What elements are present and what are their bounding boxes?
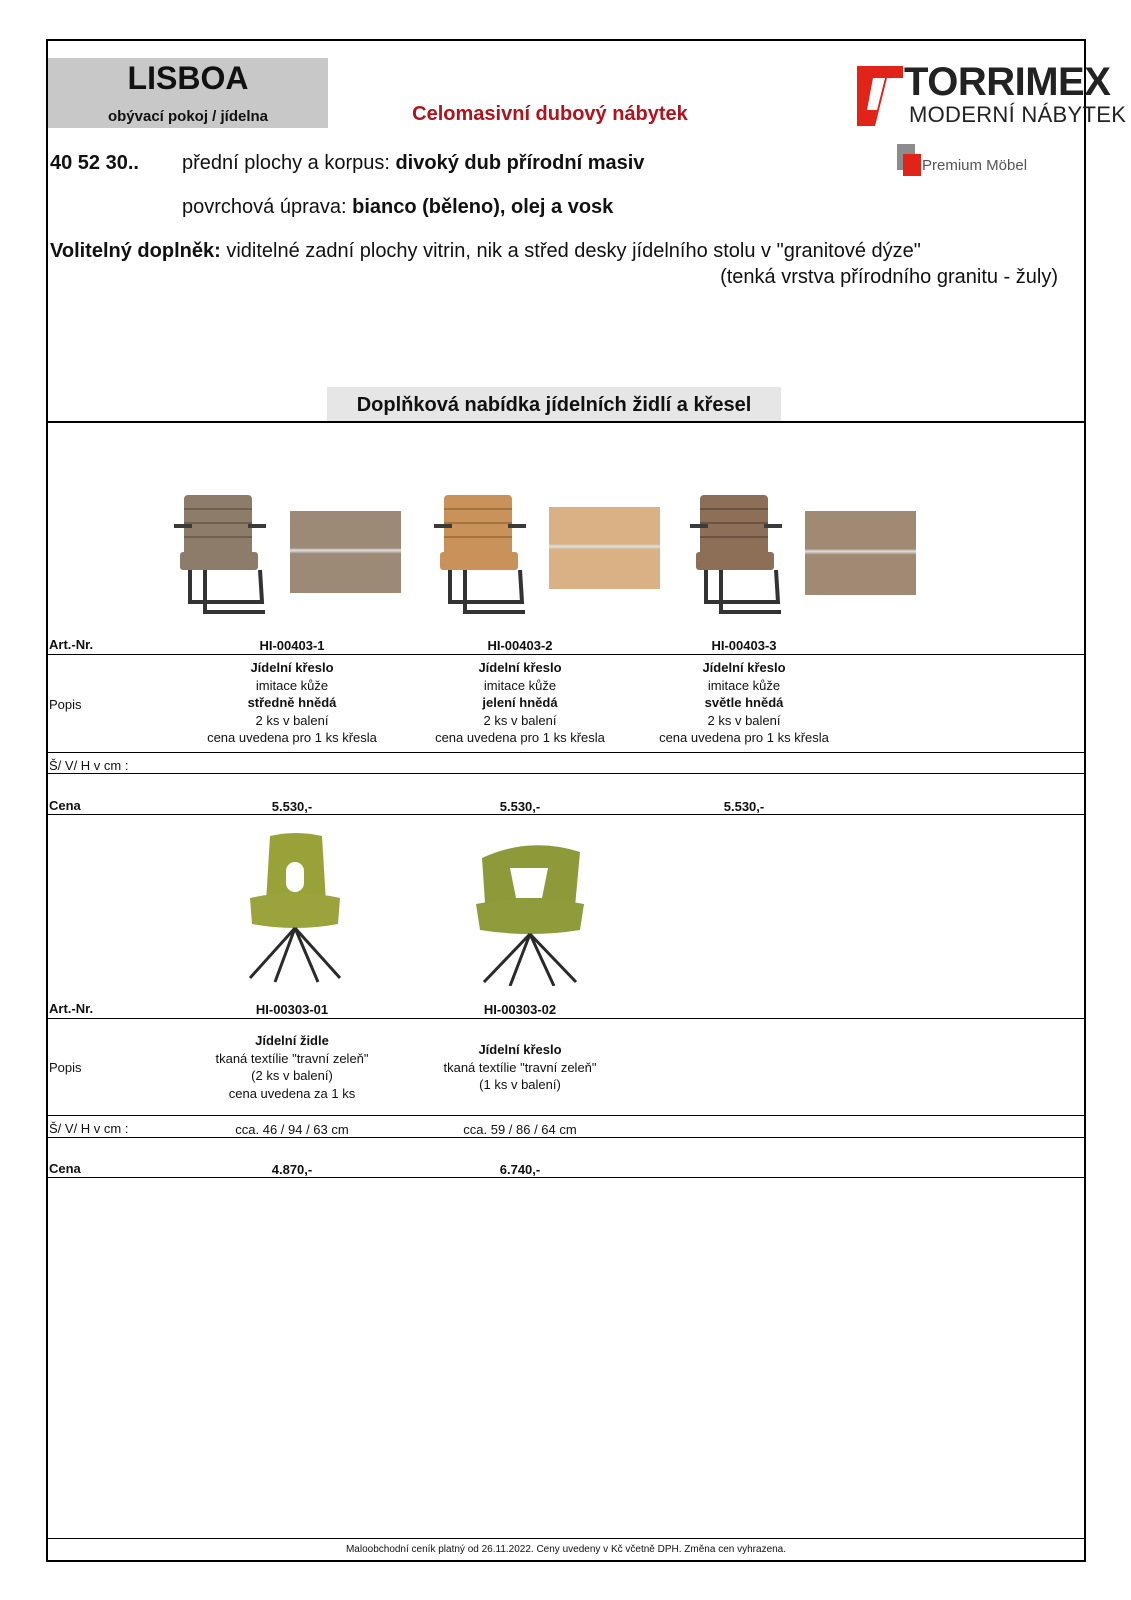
dims-label-2: Š/ V/ H v cm : (49, 1121, 129, 1136)
price-label-2: Cena (49, 1161, 81, 1176)
price-hi-00403-1: 5.530,- (271, 799, 313, 814)
desc-line: tkaná textílie "travní zeleň" (215, 1050, 369, 1066)
price-hi-00303-01: 4.870,- (271, 1162, 313, 1177)
row-rule (46, 773, 1086, 774)
art-label-2: Art.-Nr. (49, 1001, 94, 1016)
finish-line (182, 196, 613, 219)
desc-line: 2 ks v balení (707, 712, 781, 728)
premium-logo-icon (897, 144, 921, 176)
optional-line (50, 240, 921, 263)
desc-hi-00403-3 (634, 659, 854, 747)
finish-value: bianco (běleno), olej a vosk (352, 196, 614, 218)
headline: Celomasivní dubový nábytek (412, 103, 688, 125)
desc-line: imitace kůže (255, 677, 329, 693)
art-hi-00403-2: HI-00403-2 (487, 638, 553, 653)
row-rule (46, 1115, 1086, 1116)
row-rule (46, 814, 1086, 815)
section-title: Doplňková nabídka jídelních židlí a křesel (356, 394, 752, 416)
chair-image-hi-00403-3 (686, 490, 786, 616)
brand-logo-text: TORRIMEX (904, 60, 1111, 104)
desc-line: Jídelní křeslo (250, 660, 334, 675)
desc-line: 2 ks v balení (255, 712, 329, 728)
desc-line: imitace kůže (483, 677, 557, 693)
art-label-1: Art.-Nr. (49, 637, 94, 652)
row-rule (46, 752, 1086, 753)
desc-line: (1 ks v balení) (479, 1077, 561, 1092)
popis-label-2: Popis (49, 1060, 82, 1075)
optional-text: viditelné zadní plochy vitrin, nik a střed desky jídelního stolu v "granitové dýze" (226, 240, 921, 262)
row-rule (46, 654, 1086, 655)
brand-logo-subtext: MODERNÍ NÁBYTEK (909, 102, 1127, 127)
desc-hi-00403-2 (410, 659, 630, 747)
desc-hi-00303-02 (410, 1041, 630, 1094)
art-hi-00303-02: HI-00303-02 (483, 1002, 557, 1017)
page-title: LISBOA (127, 60, 249, 96)
desc-line: cena uvedena pro 1 ks křesla (659, 730, 829, 745)
desc-line: Jídelní židle (255, 1033, 329, 1048)
art-hi-00403-3: HI-00403-3 (711, 638, 777, 653)
section-rule (46, 421, 1086, 423)
dims-label-1: Š/ V/ H v cm : (49, 758, 129, 773)
desc-line: světle hnědá (704, 695, 784, 710)
finish-label: povrchová úprava: (182, 196, 347, 218)
row-rule (46, 1018, 1086, 1019)
premium-label: Premium Möbel (922, 157, 1028, 174)
popis-label-1: Popis (49, 697, 82, 712)
material-value: divoký dub přírodní masiv (395, 152, 645, 174)
desc-line: cena uvedena pro 1 ks křesla (207, 730, 377, 745)
price-hi-00403-3: 5.530,- (723, 799, 765, 814)
desc-line: cena uvedena pro 1 ks křesla (435, 730, 605, 745)
desc-hi-00303-01 (182, 1032, 402, 1102)
page-subtitle: obývací pokoj / jídelna (107, 108, 269, 125)
optional-note: (tenká vrstva přírodního granitu - žuly) (720, 266, 1058, 288)
material-label: přední plochy a korpus: (182, 152, 390, 174)
desc-line: (2 ks v balení) (251, 1068, 333, 1083)
row-rule (46, 1177, 1086, 1178)
desc-line: imitace kůže (707, 677, 781, 693)
material-line (182, 152, 644, 175)
footer-note: Maloobchodní ceník platný od 26.11.2022. Ceny uvedeny v Kč včetně DPH. Změna cen vyhrazena. (345, 1544, 787, 1555)
art-hi-00303-01: HI-00303-01 (255, 1002, 329, 1017)
dims-hi-00303-02: cca. 59 / 86 / 64 cm (463, 1122, 577, 1137)
footer-rule (46, 1538, 1086, 1539)
dims-hi-00303-01: cca. 46 / 94 / 63 cm (235, 1122, 349, 1137)
desc-line: cena uvedena za 1 ks (228, 1085, 356, 1101)
desc-line: 2 ks v balení (483, 712, 557, 728)
row-rule (46, 1137, 1086, 1138)
swatch-hi-00403-3 (805, 511, 916, 595)
desc-line: Jídelní křeslo (478, 1042, 562, 1057)
chair-image-hi-00303-02 (470, 838, 590, 986)
swatch-hi-00403-1 (290, 511, 401, 593)
desc-line: jelení hnědá (482, 695, 558, 710)
chair-image-hi-00403-2 (430, 490, 530, 616)
product-code: 40 52 30.. (50, 152, 139, 174)
torrimex-logo-icon (857, 66, 903, 126)
desc-hi-00403-1 (182, 659, 402, 747)
desc-line: tkaná textílie "travní zeleň" (443, 1059, 597, 1075)
desc-line: Jídelní křeslo (478, 660, 562, 675)
desc-line: Jídelní křeslo (702, 660, 786, 675)
price-hi-00303-02: 6.740,- (499, 1162, 541, 1177)
chair-image-hi-00303-01 (240, 832, 350, 984)
desc-line: středně hnědá (247, 695, 337, 710)
art-hi-00403-1: HI-00403-1 (259, 638, 325, 653)
chair-image-hi-00403-1 (170, 490, 270, 616)
swatch-hi-00403-2 (549, 507, 660, 589)
price-hi-00403-2: 5.530,- (499, 799, 541, 814)
optional-label: Volitelný doplněk: (50, 240, 221, 262)
price-label-1: Cena (49, 798, 81, 813)
